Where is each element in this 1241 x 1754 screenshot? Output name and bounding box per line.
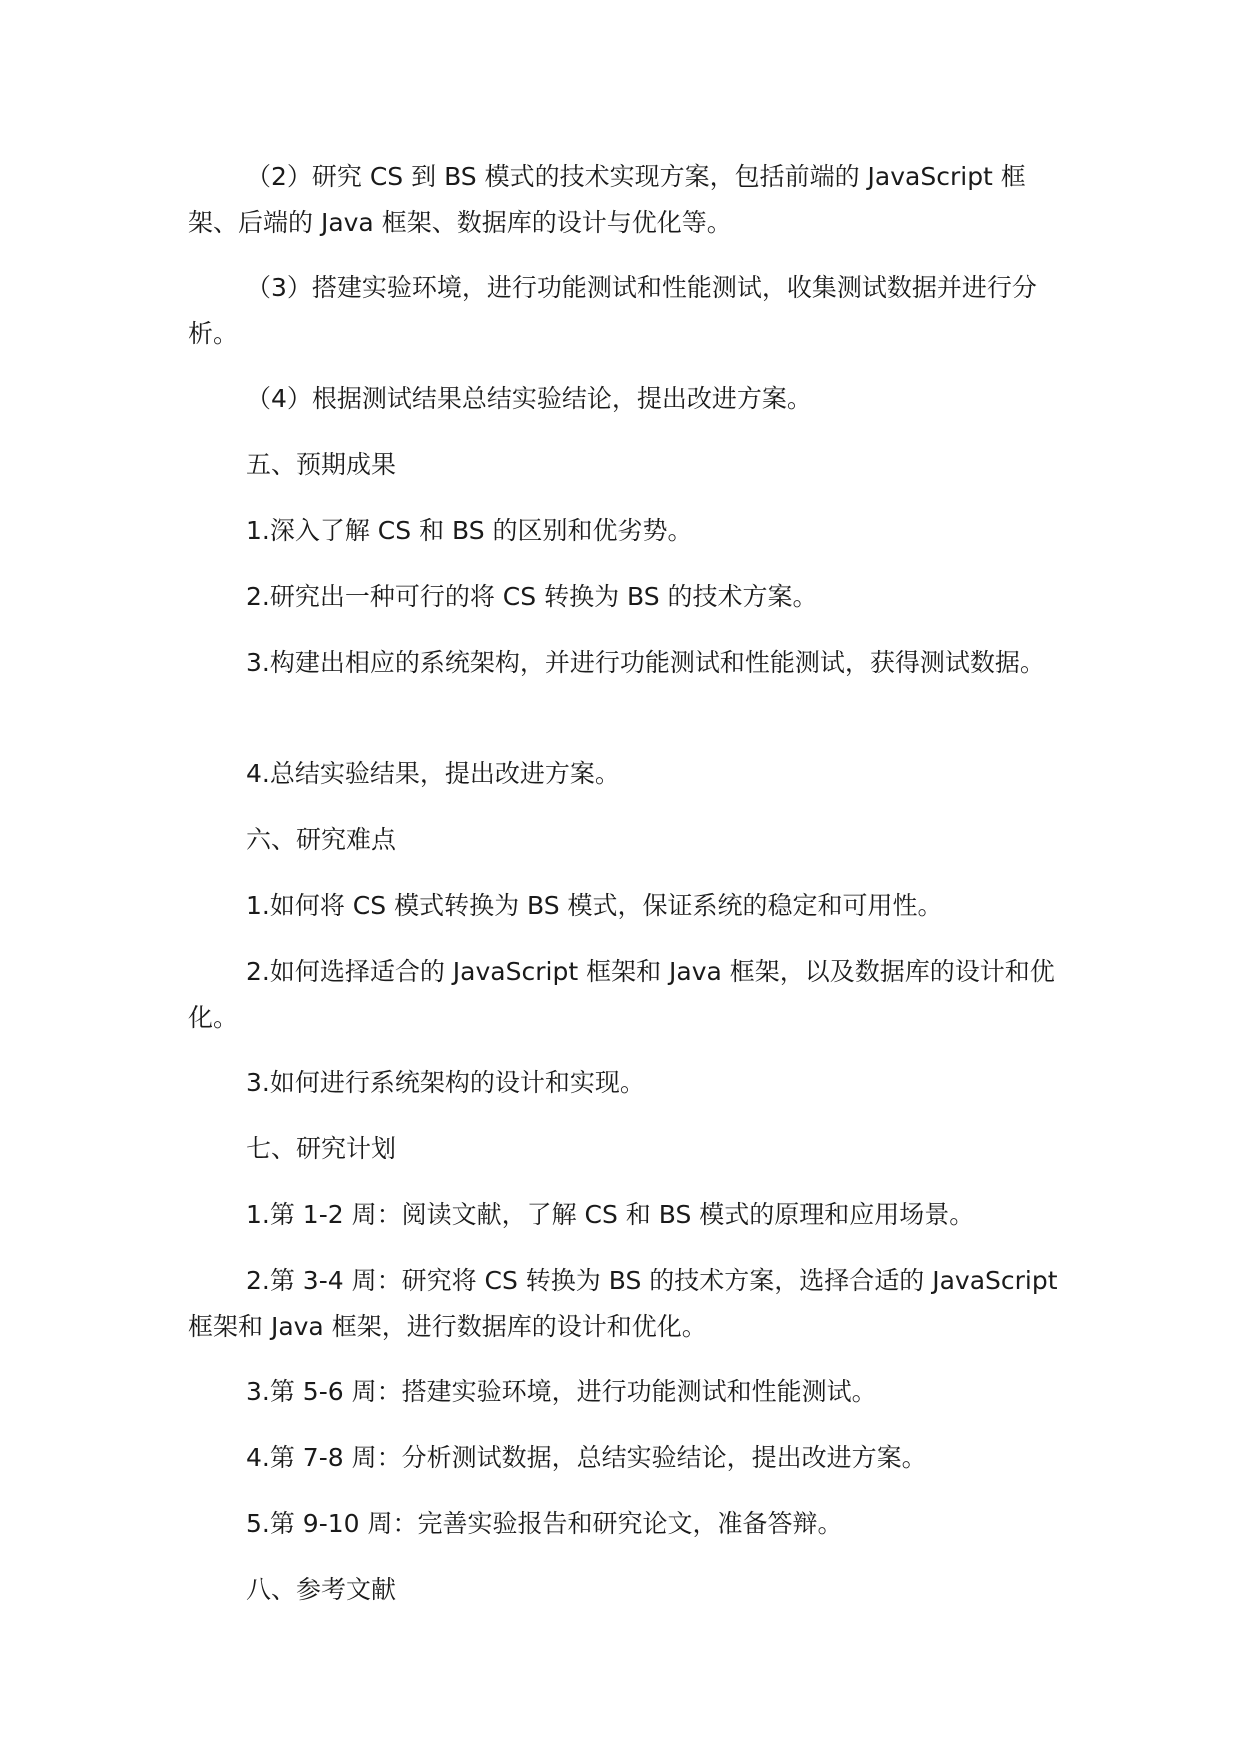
paragraph-item-3: （3）搭建实验环境，进行功能测试和性能测试，收集测试数据并进行分析。 — [188, 273, 1037, 348]
difficulty-1: 1.如何将 CS 模式转换为 BS 模式，保证系统的稳定和可用性。 — [246, 891, 943, 920]
expected-result-3: 3.构建出相应的系统架构，并进行功能测试和性能测试，获得测试数据。 — [246, 648, 1045, 677]
expected-result-4: 4.总结实验结果，提出改进方案。 — [246, 759, 620, 788]
plan-item-1: 1.第 1-2 周：阅读文献，了解 CS 和 BS 模式的原理和应用场景。 — [246, 1200, 975, 1229]
paragraph-item-2: （2）研究 CS 到 BS 模式的技术实现方案，包括前端的 JavaScript 框架、后端的 Java 框架、数据库的设计与优化等。 — [188, 162, 1026, 237]
plan-item-4: 4.第 7-8 周：分析测试数据，总结实验结论，提出改进方案。 — [246, 1443, 927, 1472]
plan-item-2: 2.第 3-4 周：研究将 CS 转换为 BS 的技术方案，选择合适的 JavaScript 框架和 Java 框架，进行数据库的设计和优化。 — [188, 1266, 1058, 1341]
difficulty-3: 3.如何进行系统架构的设计和实现。 — [246, 1068, 645, 1097]
section-heading-references: 八、参考文献 — [246, 1575, 397, 1604]
expected-result-1: 1.深入了解 CS 和 BS 的区别和优劣势。 — [246, 516, 693, 545]
paragraph-item-4: （4）根据测试结果总结实验结论，提出改进方案。 — [246, 384, 812, 413]
difficulty-2: 2.如何选择适合的 JavaScript 框架和 Java 框架，以及数据库的设计和优化。 — [188, 957, 1055, 1032]
expected-result-2: 2.研究出一种可行的将 CS 转换为 BS 的技术方案。 — [246, 582, 818, 611]
section-heading-research-plan: 七、研究计划 — [246, 1134, 397, 1163]
plan-item-3: 3.第 5-6 周：搭建实验环境，进行功能测试和性能测试。 — [246, 1377, 877, 1406]
section-heading-research-difficulties: 六、研究难点 — [246, 825, 397, 854]
plan-item-5: 5.第 9-10 周：完善实验报告和研究论文，准备答辩。 — [246, 1509, 843, 1538]
section-heading-expected-results: 五、预期成果 — [246, 450, 397, 479]
